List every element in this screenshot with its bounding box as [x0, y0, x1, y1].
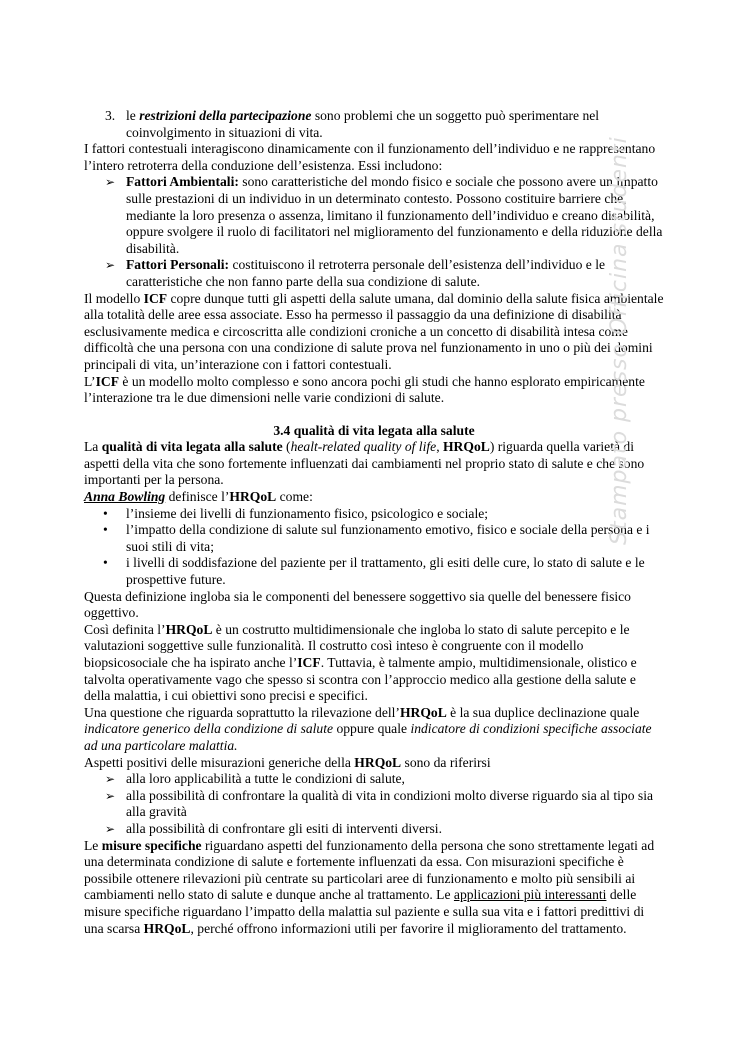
- watermark: Stampato presso Officina studenti: [607, 136, 632, 545]
- list-item: • i livelli di soddisfazione del paziente per il trattamento, gli esiti delle cure, lo stato di salute e le prospettive future.: [103, 555, 645, 588]
- paragraph-definizione: Questa definizione ingloba sia le componenti del benessere soggettivo sia quelle del benessere fisico oggettivo.: [84, 588, 631, 621]
- dot-bullet-icon: •: [103, 505, 108, 521]
- paragraph-questione: Una questione che riguarda soprattutto la rilevazione dell’HRQoL è la sua duplice declinazione quale indicatore generico della condizione di salute oppure quale indicatore di condizioni specifiche associate ad una particolare malattia.: [84, 704, 652, 753]
- list-item-fattori-ambientali: ➢ Fattori Ambientali: sono caratteristiche del mondo fisico e sociale che possono avere un impatto sulle prestazioni di un individuo in un determinato contesto. Possono costituire barriere che, mediante la loro presenza o assenza, limitano il funzionamento dell’individuo e creano disabilità, oppure svolgere il ruolo di facilitatori nel miglioramento del funzionamento e della riduzione della disabilità.: [105, 174, 663, 256]
- document-page: [84, 108, 664, 937]
- dot-bullet-icon: •: [103, 522, 108, 538]
- list-item: • l’impatto della condizione di salute sul funzionamento emotivo, fisico e sociale della persona e i suoi stili di vita;: [103, 522, 650, 554]
- list-item: • l’insieme dei livelli di funzionamento fisico, psicologico e sociale;: [103, 505, 489, 521]
- paragraph-icf-complesso: L’ICF è un modello molto complesso e sono ancora pochi gli studi che hanno esplorato empiricamente l’interazione tra le due dimensioni nelle varie condizioni di salute.: [84, 373, 645, 406]
- dot-bullet-icon: •: [103, 555, 108, 571]
- numbered-item-3: 3. le restrizioni della partecipazione sono problemi che un soggetto può sperimentare nel coinvolgimento in situazioni di vita.: [105, 108, 600, 140]
- arrow-bullet-icon: ➢: [105, 258, 116, 273]
- item-number: 3.: [105, 108, 116, 123]
- arrow-bullet-icon: ➢: [105, 772, 116, 787]
- list-item: ➢ alla possibilità di confrontare gli esiti di interventi diversi.: [105, 820, 442, 836]
- paragraph-fattori-contestuali: I fattori contestuali interagiscono dinamicamente con il funzionamento dell’individuo e ne rappresentano l’intero retroterra della conduzione dell’esistenza. Essi includono:: [84, 141, 656, 173]
- paragraph-misure-specifiche: Le misure specifiche riguardano aspetti del funzionamento della persona che sono strettamente legati ad una determinata condizione di salute e fortemente influenzati da essa. Con misurazioni specifiche è possibile ottenere rilevazioni più centrate su particolari aree di funzionamento e molto più sensibili ai cambiamenti nello stato di salute e dunque anche al trattamento. Le applicazioni più interessanti delle misure specifiche riguardano l’impatto della malattia sul paziente e sulla sua vita e i fattori predittivi di una scarsa HRQoL, perché offrono informazioni utili per favorire il miglioramento del trattamento.: [84, 837, 655, 936]
- arrow-bullet-icon: ➢: [105, 175, 116, 190]
- list-item: ➢ alla possibilità di confrontare la qualità di vita in condizioni molto diverse riguardo sia al tipo sia alla gravità: [105, 787, 654, 820]
- arrow-bullet-icon: ➢: [105, 788, 116, 803]
- arrow-bullet-icon: ➢: [105, 821, 116, 836]
- paragraph-multidimensionale: Così definita l’HRQoL è un costrutto multidimensionale che ingloba lo stato di salute percepito e le valutazioni soggettive sulle funzionalità. Il costrutto così inteso è congruente con il modello biopsicosociale che ha ispirato anche l’ICF. Tuttavia, è talmente ampio, multidimensionale, olistico e talvolta operativamente vago che spesso si scontra con l’approccio medico alla gestione della salute e della malattia, i cui obiettivi sono precisi e specifici.: [84, 621, 637, 704]
- list-item: ➢ alla loro applicabilità a tutte le condizioni di salute,: [105, 771, 405, 787]
- list-item-fattori-personali: ➢ Fattori Personali: costituiscono il retroterra personale dell’esistenza dell’individuo e le caratteristiche che non fanno parte della sua condizione di salute.: [105, 257, 606, 289]
- paragraph-hrqol: La qualità di vita legata alla salute (healt-related quality of life, HRQoL) riguarda quella varietà di aspetti della vita che sono fortemente influenzati dai cambiamenti nel proprio stato di salute e che sono importanti per la persona.: [84, 439, 645, 488]
- paragraph-bowling: Anna Bowling definisce l’HRQoL come:: [84, 489, 313, 505]
- emphasis-restrizioni: restrizioni della partecipazione: [139, 108, 312, 123]
- paragraph-aspetti-positivi: Aspetti positivi delle misurazioni generiche della HRQoL sono da riferirsi: [84, 754, 491, 770]
- section-heading: 3.4 qualità di vita legata alla salute: [273, 422, 475, 438]
- paragraph-modello-icf: Il modello ICF copre dunque tutti gli aspetti della salute umana, dal dominio della salute fisica ambientale alla totalità delle aree essa associate. Esso ha permesso il passaggio da una definizione di disabilità esclusivamente medica e circoscritta alle condizioni croniche a un concetto di disabilità intesa come difficoltà che una persona con una condizione di salute prova nel funzionamento in uno o più dei domini principali di vita, un’interazione con i fattori contestuali.: [84, 290, 664, 372]
- author-name: Anna Bowling: [84, 489, 166, 505]
